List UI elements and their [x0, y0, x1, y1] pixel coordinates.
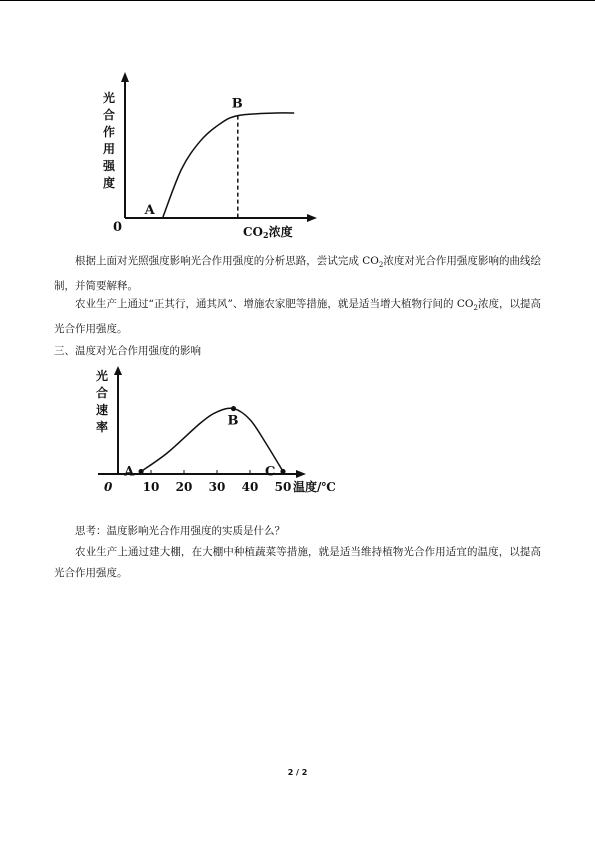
co2-origin-label: 0: [113, 220, 123, 235]
page-number: 2 / 2: [287, 768, 308, 777]
temperature-x-axis-label: 温度/℃: [293, 480, 336, 494]
co2-curve: [163, 113, 295, 218]
co2-y-axis-label-char: 作: [102, 125, 116, 139]
temperature-point-b: [231, 406, 236, 411]
co2-point-label-b: B: [231, 96, 243, 112]
temperature-x-tick-label: 10: [142, 480, 160, 494]
temperature-point-label-b: B: [227, 413, 239, 429]
temperature-chart: [90, 362, 360, 502]
temperature-point-c: [280, 469, 285, 474]
temperature-y-axis-label-char: 速: [95, 403, 109, 417]
co2-y-axis-label-char: 用: [102, 142, 116, 156]
temperature-y-axis-label-char: 合: [95, 386, 109, 400]
paragraph-greenhouse: 农业生产上通过建大棚，在大棚中种植蔬菜等措施，就是适当维持植物光合作用适宜的温度，以提高光合作用强度。: [54, 546, 541, 579]
temperature-y-axis-label-char: 光: [95, 369, 109, 383]
co2-x-axis-label: CO2浓度: [243, 225, 293, 240]
paragraph-think: 思考：温度影响光合作用强度的实质是什么？: [75, 525, 285, 537]
temperature-origin-label: 0: [104, 480, 113, 494]
temperature-point-label-a: A: [124, 464, 135, 480]
paragraph-co2-agriculture: 农业生产上通过“正其行，通其风”、增施农家肥等措施，就是适当增大植物行间的 $CO_2$浓度，以提高光合作用强度。: [54, 298, 541, 336]
temperature-point-label-c: C: [265, 464, 276, 480]
co2-y-axis-label-char: 光: [102, 91, 116, 105]
co2-y-axis-label-char: 合: [102, 108, 116, 122]
temperature-x-tick-label: 50: [274, 480, 292, 494]
co2-chart: [95, 70, 325, 240]
co2-chart-axes: [121, 72, 317, 222]
temperature-x-tick-label: 20: [175, 480, 193, 494]
top-border: [0, 0, 595, 1]
co2-point-label-a: A: [144, 203, 155, 218]
co2-y-axis-label-char: 强: [102, 159, 116, 173]
temperature-x-tick-label: 40: [241, 480, 259, 494]
temperature-y-axis-label-char: 率: [95, 420, 109, 434]
temperature-point-a: [139, 469, 144, 474]
section-heading-temperature: 三、温度对光合作用强度的影响: [54, 345, 201, 357]
paragraph-co2-task: 根据上面对光照强度影响光合作用强度的分析思路，尝试完成 $CO_2$浓度对光合作用强度影响的曲线绘制，并简要解释。: [54, 255, 542, 293]
temperature-curve: [141, 408, 283, 471]
temperature-x-tick-label: 30: [208, 480, 226, 494]
co2-y-axis-label: [102, 90, 116, 190]
co2-y-axis-label-char: 度: [102, 176, 116, 190]
temperature-y-axis-label: [96, 368, 108, 434]
